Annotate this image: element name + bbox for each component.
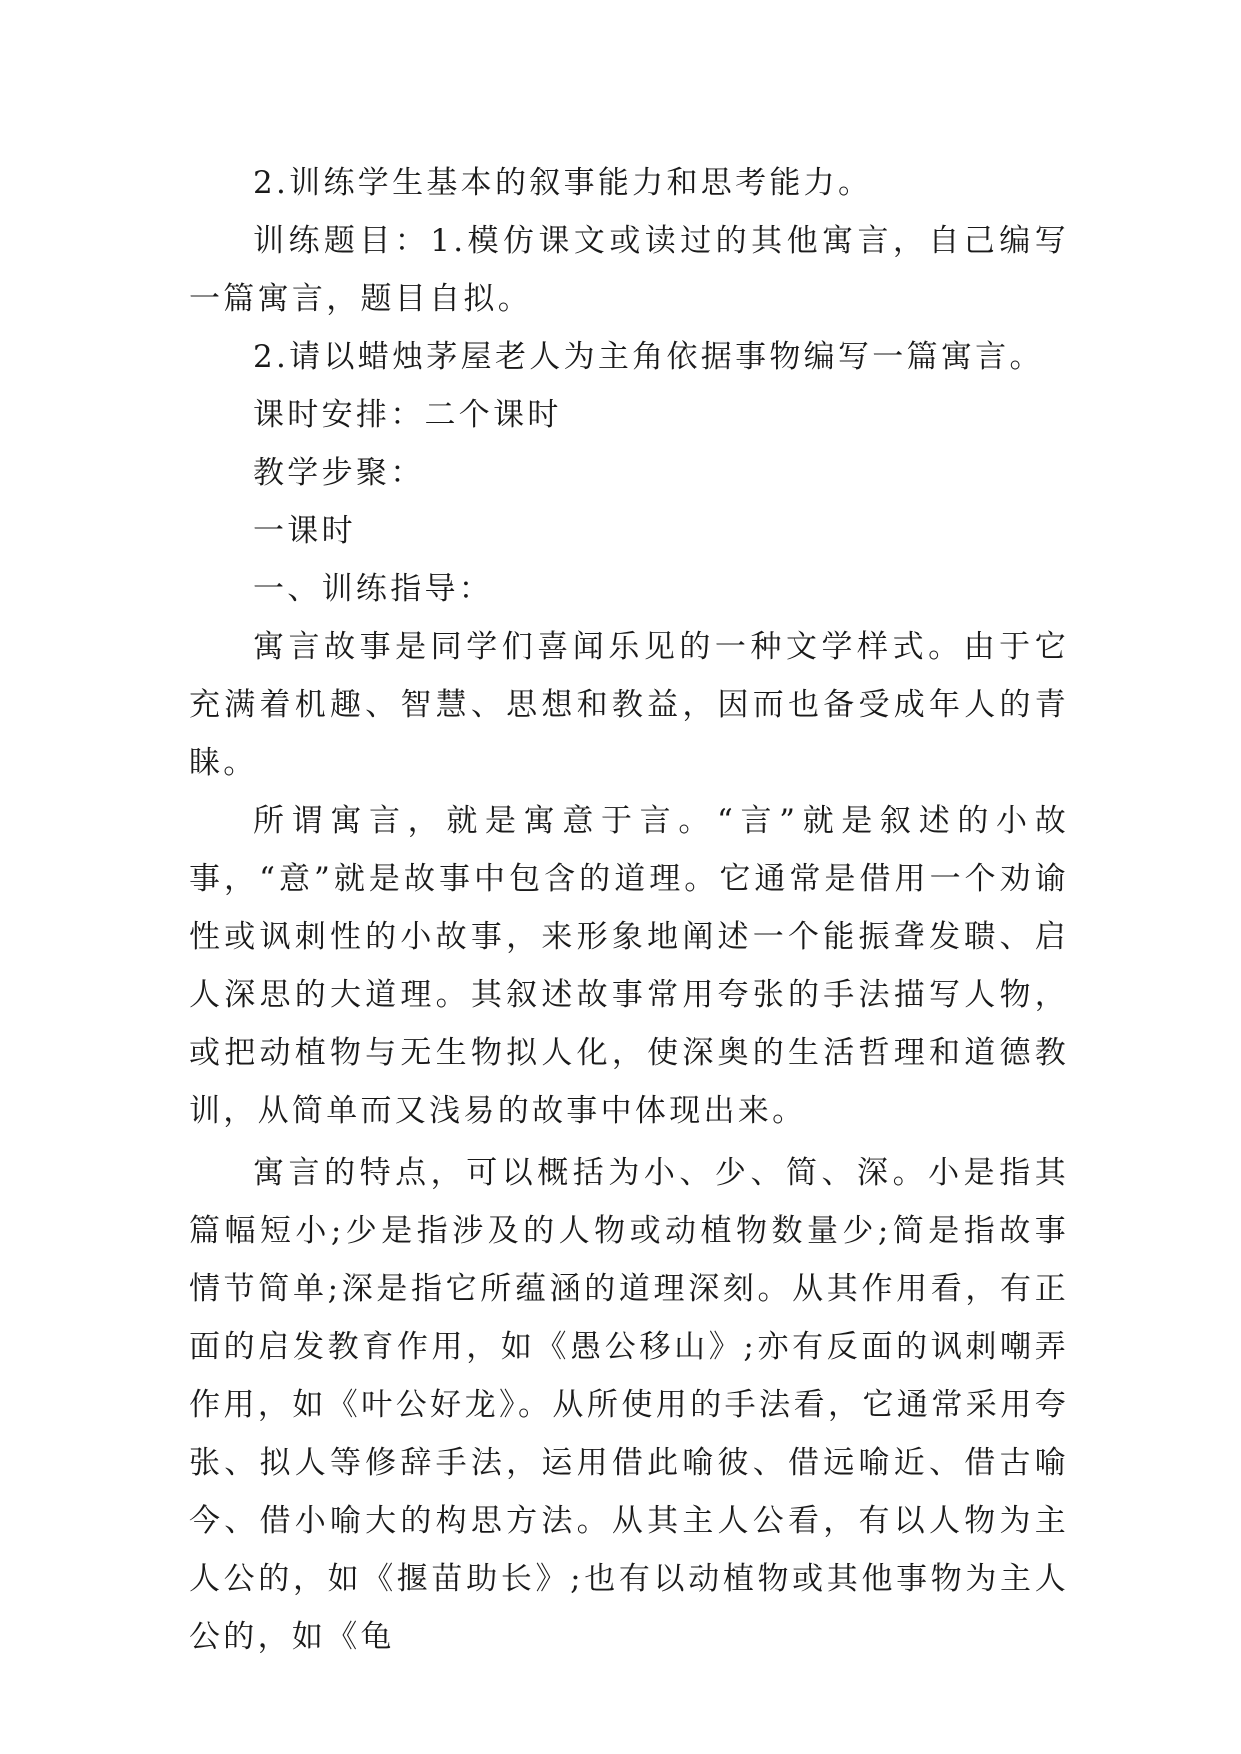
paragraph-steps-heading: 教学步聚：: [253, 455, 425, 491]
document-body: [189, 154, 1069, 1666]
paragraph-topic-2: 2.请以蜡烛茅屋老人为主角依据事物编写一篇寓言。: [253, 339, 1044, 375]
paragraph-definition: 所谓寓言，就是寓意于言。“言”就是叙述的小故事，“意”就是故事中包含的道理。它通常是借用一个劝谕性或讽刺性的小故事，来形象地阐述一个能振聋发聩、启人深思的大道理。其叙述故事常用夸张的手法描写人物，或把动植物与无生物拟人化，使深奥的生活哲理和道德教训，从简单而又浅易的故事中体现出来。: [189, 803, 1069, 1129]
paragraph-schedule: 课时安排：二个课时: [253, 397, 562, 433]
paragraph-section-heading: 一、训练指导：: [253, 571, 494, 607]
paragraph-lesson-one: 一课时: [253, 513, 356, 549]
paragraph-training-topic: 训练题目：1.模仿课文或读过的其他寓言，自己编写一篇寓言，题目自拟。: [189, 223, 1069, 317]
paragraph-features: 寓言的特点，可以概括为小、少、简、深。小是指其篇幅短小;少是指涉及的人物或动植物数量少;简是指故事情节简单;深是指它所蕴涵的道理深刻。从其作用看，有正面的启发教育作用，如《愚公移山》;亦有反面的讽刺嘲弄作用，如《叶公好龙》。从所使用的手法看，它通常采用夸张、拟人等修辞手法，运用借此喻彼、借远喻近、借古喻今、借小喻大的构思方法。从其主人公看，有以人物为主人公的，如《揠苗助长》;也有以动植物或其他事物为主人公的，如《龟: [189, 1155, 1069, 1655]
paragraph-goal-2: 2.训练学生基本的叙事能力和思考能力。: [253, 165, 873, 201]
paragraph-intro: 寓言故事是同学们喜闻乐见的一种文学样式。由于它充满着机趣、智慧、思想和教益，因而也备受成年人的青睐。: [189, 629, 1069, 781]
